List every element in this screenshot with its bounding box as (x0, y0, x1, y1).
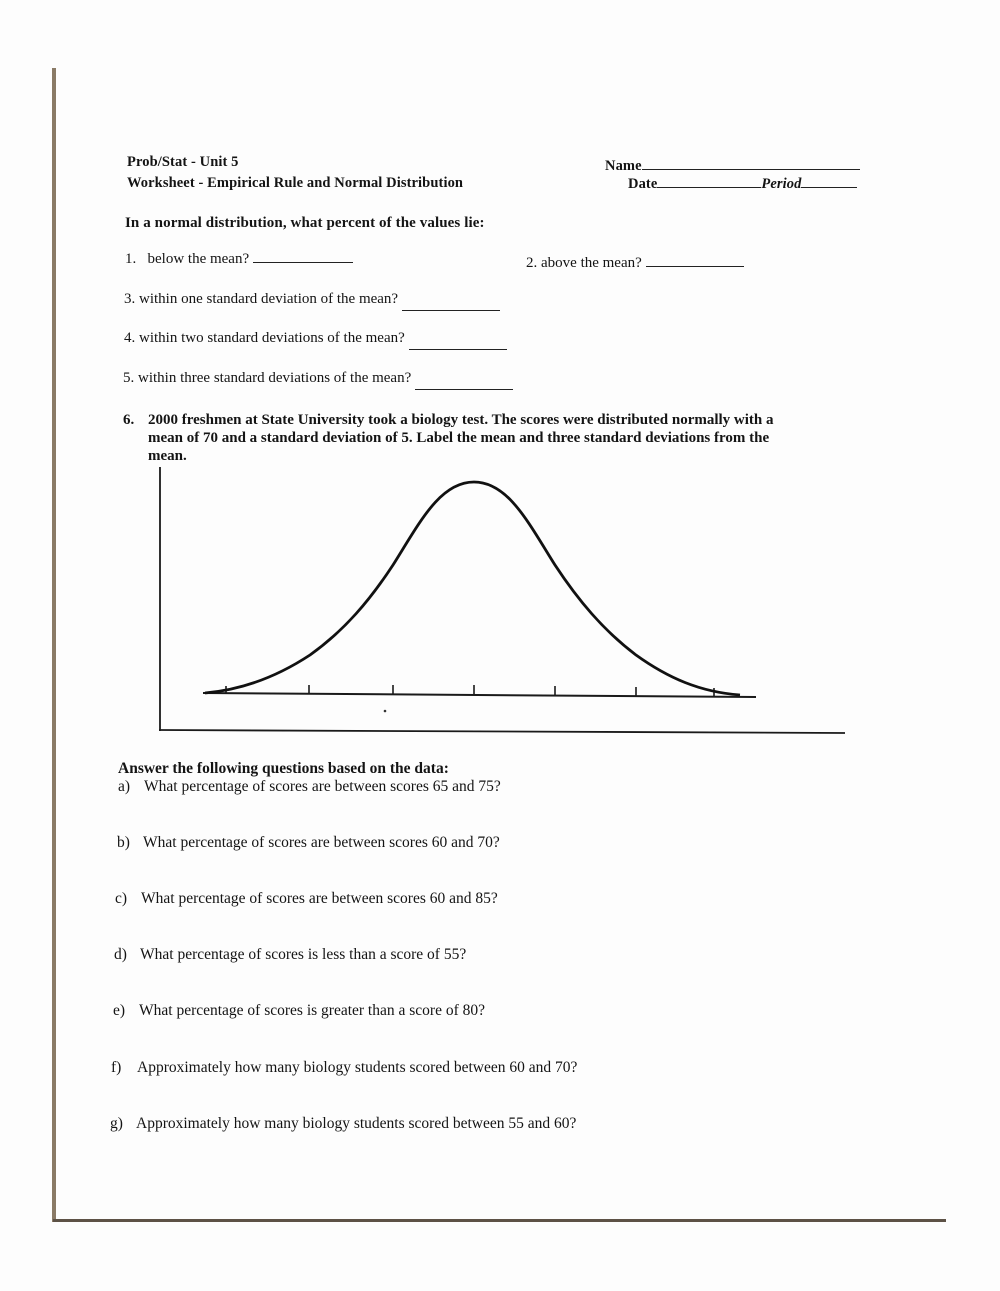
name-label: Name (605, 158, 642, 174)
question-number: 5. (123, 370, 135, 386)
sub-question-text: What percentage of scores is less than a score of 55? (140, 946, 467, 963)
date-label: Date (628, 176, 658, 192)
question-number: 3. (124, 291, 136, 307)
sub-question-label: c) (115, 890, 128, 907)
sub-question-label: f) (111, 1059, 122, 1076)
sub-question-label: d) (114, 946, 127, 963)
intro-question: In a normal distribution, what percent of the values lie: (125, 215, 485, 231)
question-number: 2. (526, 255, 538, 271)
question-number: 1. (125, 251, 137, 267)
question-text: within two standard deviations of the mean? (139, 330, 405, 346)
sub-question-text: Approximately how many biology students scored between 60 and 70? (137, 1059, 578, 1076)
problem-6-line-1: 2000 freshmen at State University took a biology test. The scores were distributed normally with a (148, 412, 774, 428)
question-number: 4. (124, 330, 136, 346)
period-label: Period (761, 176, 802, 192)
sub-question-f (111, 1059, 577, 1077)
sub-question-label: e) (113, 1002, 126, 1019)
sub-question-label: g) (110, 1115, 123, 1132)
problem-6-line-2: mean of 70 and a standard deviation of 5. Label the mean and three standard deviations from the (148, 430, 770, 446)
sub-question-text: What percentage of scores is greater than a score of 80? (139, 1002, 485, 1019)
question-text: below the mean? (147, 251, 250, 267)
problem-6-number: 6. (123, 412, 135, 428)
sub-question-text: What percentage of scores are between scores 60 and 70? (143, 834, 500, 851)
sub-question-d (114, 946, 466, 964)
course-label: Prob/Stat - Unit 5 (127, 154, 239, 170)
stray-mark (384, 710, 387, 713)
baseline (203, 693, 756, 697)
answer-section-header: Answer the following questions based on the data: (118, 760, 449, 777)
sub-question-b (117, 834, 500, 852)
sub-question-text: What percentage of scores are between scores 65 and 75? (144, 778, 501, 795)
horizontal-axis (159, 730, 845, 733)
question-text: within one standard deviation of the mean? (139, 291, 399, 307)
sub-question-e (113, 1002, 485, 1020)
problem-6-line-3: mean. (148, 448, 187, 464)
question-text: within three standard deviations of the mean? (138, 370, 412, 386)
sub-question-c (115, 890, 498, 908)
question-text: above the mean? (541, 255, 642, 271)
sub-question-text: Approximately how many biology students scored between 55 and 60? (136, 1115, 577, 1132)
sub-question-label: b) (117, 834, 130, 851)
bell-curve (205, 482, 740, 695)
sub-question-label: a) (118, 778, 131, 795)
worksheet-title: Worksheet - Empirical Rule and Normal Distribution (127, 175, 464, 191)
sub-question-g (110, 1115, 576, 1133)
sub-question-text: What percentage of scores are between scores 60 and 85? (141, 890, 498, 907)
sub-question-a (118, 778, 501, 796)
